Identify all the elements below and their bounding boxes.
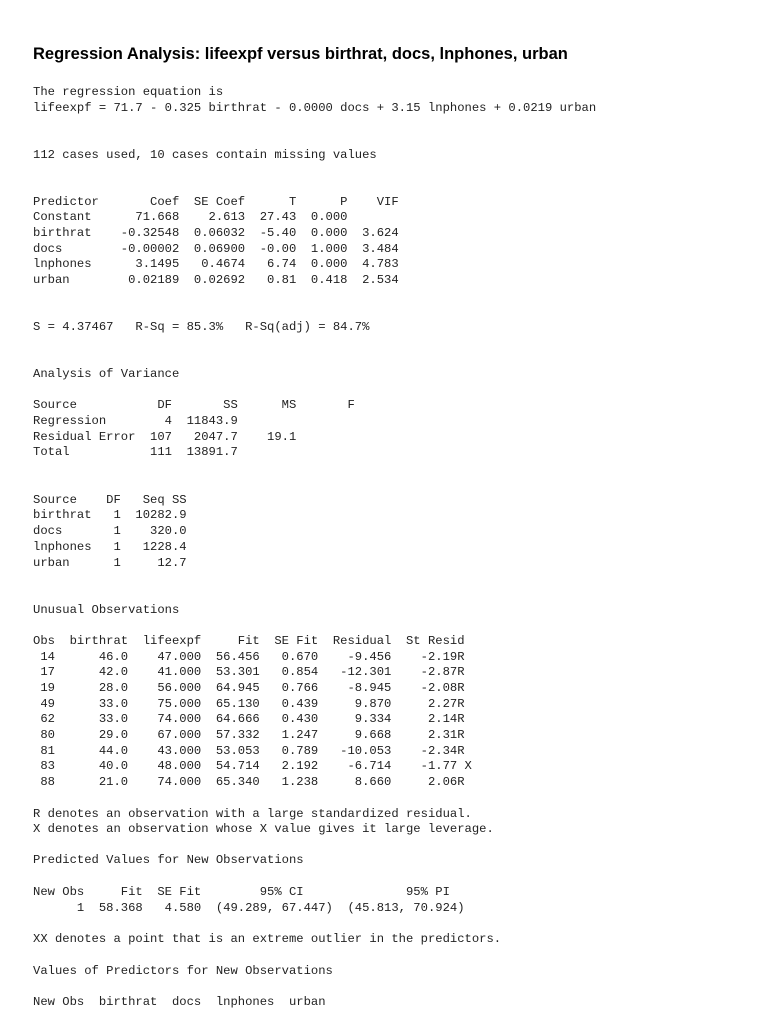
unusual-row: 49 33.0 75.000 65.130 0.439 9.870 2.27R (33, 697, 465, 711)
seq-ss-row-lnphones: lnphones 1 1228.4 (33, 540, 187, 554)
predicted-header: New Obs Fit SE Fit 95% CI 95% PI (33, 885, 450, 899)
predicted-row: 1 58.368 4.580 (49.289, 67.447) (45.813, 70.924) (33, 901, 465, 915)
coef-row-constant: Constant 71.668 2.613 27.43 0.000 (33, 210, 348, 224)
anova-row-residual: Residual Error 107 2047.7 19.1 (33, 430, 297, 444)
outlier-note: XX denotes a point that is an extreme outlier in the predictors. (33, 932, 502, 946)
anova-header: Source DF SS MS F (33, 398, 355, 412)
coef-row-docs: docs -0.00002 0.06900 -0.00 1.000 3.484 (33, 242, 399, 256)
coef-table-header: Predictor Coef SE Coef T P VIF (33, 195, 399, 209)
note-x: X denotes an observation whose X value gives it large leverage. (33, 822, 494, 836)
coef-row-urban: urban 0.02189 0.02692 0.81 0.418 2.534 (33, 273, 399, 287)
anova-row-regression: Regression 4 11843.9 (33, 414, 238, 428)
unusual-row: 80 29.0 67.000 57.332 1.247 9.668 2.31R (33, 728, 465, 742)
predicted-title: Predicted Values for New Observations (33, 853, 304, 867)
unusual-title: Unusual Observations (33, 603, 180, 617)
unusual-row: 83 40.0 48.000 54.714 2.192 -6.714 -1.77 X (33, 759, 472, 773)
fit-statistics: S = 4.37467 R-Sq = 85.3% R-Sq(adj) = 84.7% (33, 320, 370, 334)
seq-ss-row-urban: urban 1 12.7 (33, 556, 187, 570)
note-r: R denotes an observation with a large standardized residual. (33, 807, 472, 821)
equation-intro: The regression equation is (33, 85, 224, 99)
unusual-row: 62 33.0 74.000 64.666 0.430 9.334 2.14R (33, 712, 465, 726)
seq-ss-header: Source DF Seq SS (33, 493, 187, 507)
seq-ss-row-birthrat: birthrat 1 10282.9 (33, 508, 187, 522)
unusual-row: 17 42.0 41.000 53.301 0.854 -12.301 -2.87R (33, 665, 465, 679)
unusual-header: Obs birthrat lifeexpf Fit SE Fit Residual St Resid (33, 634, 465, 648)
unusual-row: 19 28.0 56.000 64.945 0.766 -8.945 -2.08R (33, 681, 465, 695)
anova-title: Analysis of Variance (33, 367, 180, 381)
coef-row-lnphones: lnphones 3.1495 0.4674 6.74 0.000 4.783 (33, 257, 399, 271)
unusual-row: 14 46.0 47.000 56.456 0.670 -9.456 -2.19R (33, 650, 465, 664)
seq-ss-row-docs: docs 1 320.0 (33, 524, 187, 538)
unusual-row: 88 21.0 74.000 65.340 1.238 8.660 2.06R (33, 775, 465, 789)
unusual-row: 81 44.0 43.000 53.053 0.789 -10.053 -2.34R (33, 744, 465, 758)
anova-row-total: Total 111 13891.7 (33, 445, 238, 459)
predictor-values-header: New Obs birthrat docs lnphones urban (33, 995, 326, 1009)
coef-row-birthrat: birthrat -0.32548 0.06032 -5.40 0.000 3.624 (33, 226, 399, 240)
page-title: Regression Analysis: lifeexpf versus birthrat, docs, lnphones, urban (33, 45, 568, 63)
predictor-values-title: Values of Predictors for New Observations (33, 964, 333, 978)
cases-summary: 112 cases used, 10 cases contain missing values (33, 148, 377, 162)
regression-equation: lifeexpf = 71.7 - 0.325 birthrat - 0.0000 docs + 3.15 lnphones + 0.0219 urban (33, 101, 597, 115)
